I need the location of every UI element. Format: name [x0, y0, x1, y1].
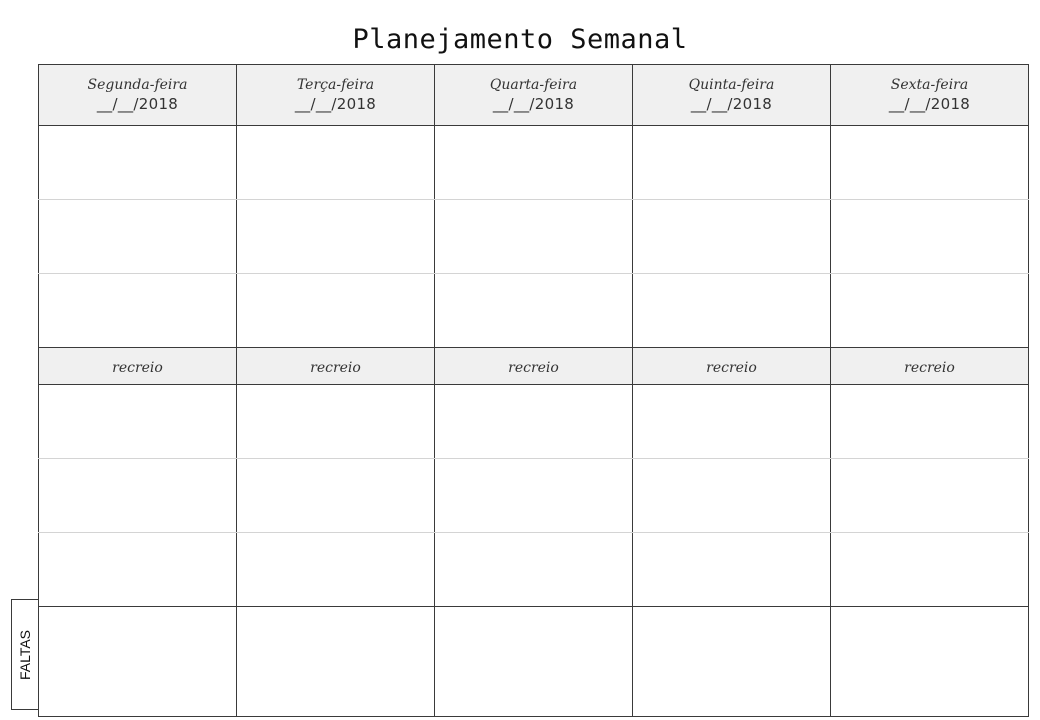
recess-label: recreio — [904, 359, 955, 376]
slot-cell[interactable] — [39, 274, 237, 348]
slot-cell[interactable] — [237, 533, 435, 607]
day-name: Quarta-feira — [489, 77, 578, 93]
day-date-field: __/__/2018 — [294, 95, 377, 113]
recess-label: recreio — [310, 359, 361, 376]
slot-cell[interactable] — [435, 385, 633, 459]
recess-row — [39, 348, 1029, 385]
slot-row — [39, 200, 1029, 274]
slot-row — [39, 533, 1029, 607]
slot-cell[interactable] — [39, 533, 237, 607]
slot-cell[interactable] — [831, 459, 1029, 533]
recess-label: recreio — [706, 359, 757, 376]
weekly-planner-grid — [38, 64, 1029, 717]
slot-cell[interactable] — [633, 385, 831, 459]
slot-cell[interactable] — [237, 126, 435, 200]
day-name: Quinta-feira — [688, 77, 775, 93]
day-date-field: __/__/2018 — [888, 95, 971, 113]
day-name: Sexta-feira — [890, 77, 969, 93]
recess-label: recreio — [112, 359, 163, 376]
slot-cell[interactable] — [831, 200, 1029, 274]
day-header-monday — [39, 65, 237, 126]
day-header-wednesday — [435, 65, 633, 126]
slot-cell[interactable] — [435, 533, 633, 607]
slot-cell[interactable] — [435, 274, 633, 348]
slot-cell[interactable] — [831, 533, 1029, 607]
slot-cell[interactable] — [633, 533, 831, 607]
slot-cell[interactable] — [237, 274, 435, 348]
recess-cell — [435, 348, 633, 385]
slot-cell[interactable] — [831, 126, 1029, 200]
recess-label: recreio — [508, 359, 559, 376]
absences-cell[interactable] — [633, 607, 831, 717]
slot-row — [39, 459, 1029, 533]
header-row — [39, 65, 1029, 126]
day-date-field: __/__/2018 — [492, 95, 575, 113]
slot-cell[interactable] — [633, 200, 831, 274]
day-header-tuesday — [237, 65, 435, 126]
day-date-field: __/__/2018 — [690, 95, 773, 113]
slot-cell[interactable] — [39, 126, 237, 200]
absences-label: FALTAS — [17, 629, 33, 681]
slot-cell[interactable] — [435, 126, 633, 200]
slot-cell[interactable] — [633, 274, 831, 348]
recess-cell — [39, 348, 237, 385]
slot-cell[interactable] — [435, 459, 633, 533]
slot-cell[interactable] — [435, 200, 633, 274]
recess-cell — [633, 348, 831, 385]
slot-cell[interactable] — [633, 126, 831, 200]
day-date-field: __/__/2018 — [96, 95, 179, 113]
slot-row — [39, 126, 1029, 200]
page-title: Planejamento Semanal — [352, 24, 688, 55]
absences-cell[interactable] — [39, 607, 237, 717]
slot-cell[interactable] — [39, 200, 237, 274]
absences-cell[interactable] — [435, 607, 633, 717]
slot-row — [39, 385, 1029, 459]
slot-cell[interactable] — [237, 459, 435, 533]
day-name: Terça-feira — [296, 77, 375, 93]
slot-cell[interactable] — [39, 459, 237, 533]
slot-cell[interactable] — [831, 274, 1029, 348]
slot-cell[interactable] — [237, 385, 435, 459]
slot-cell[interactable] — [633, 459, 831, 533]
absences-cell[interactable] — [831, 607, 1029, 717]
day-header-friday — [831, 65, 1029, 126]
recess-cell — [237, 348, 435, 385]
absences-row — [39, 607, 1029, 717]
slot-row — [39, 274, 1029, 348]
slot-cell[interactable] — [237, 200, 435, 274]
slot-cell[interactable] — [39, 385, 237, 459]
recess-cell — [831, 348, 1029, 385]
absences-cell[interactable] — [237, 607, 435, 717]
day-header-thursday — [633, 65, 831, 126]
slot-cell[interactable] — [831, 385, 1029, 459]
day-name: Segunda-feira — [87, 77, 188, 93]
